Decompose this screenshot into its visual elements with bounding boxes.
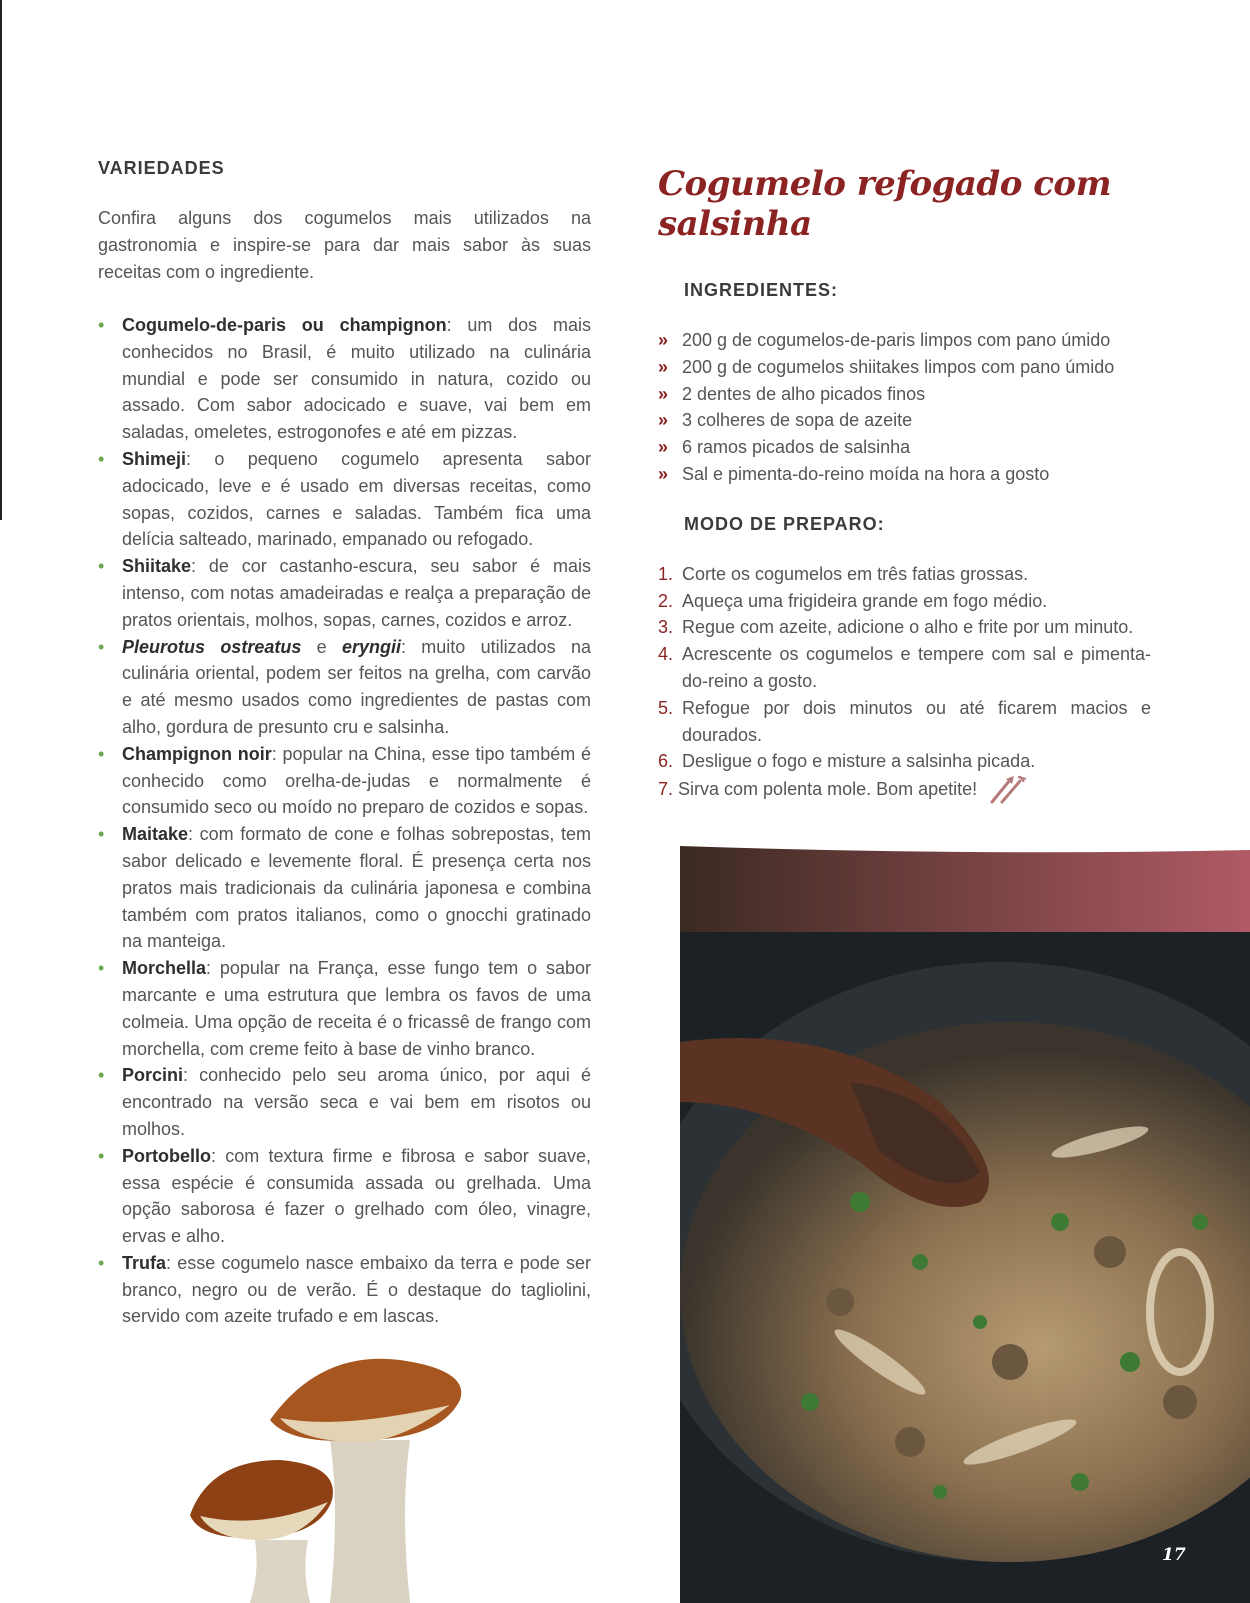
list-item bbox=[658, 381, 1151, 408]
variety-description: : popular na França, esse fungo tem o sabor marcante e uma estrutura que lembra os favos de uma colmeia. Uma opção de receita é o fricassê de frango com morchella, com creme feito à base de vinho branco. bbox=[122, 958, 591, 1059]
chevron-right-icon: » bbox=[658, 383, 669, 404]
ingredient-text: 3 colheres de sopa de azeite bbox=[682, 410, 913, 431]
step-text: Desligue o fogo e misture a salsinha picada. bbox=[682, 751, 1036, 772]
step-text: Sirva com polenta mole. Bom apetite! bbox=[678, 778, 978, 799]
list-item bbox=[98, 1250, 591, 1330]
step-text: Refogue por dois minutos ou até ficarem macios e dourados. bbox=[682, 697, 1151, 745]
list-item bbox=[658, 354, 1151, 381]
bullet-icon: • bbox=[98, 958, 105, 979]
variety-name: Shimeji bbox=[122, 448, 187, 469]
chevron-right-icon: » bbox=[658, 330, 669, 350]
varieties-title: VARIEDADES bbox=[98, 158, 225, 178]
step-number: 4. bbox=[658, 644, 674, 665]
variety-description: : conhecido pelo seu aroma único, por aqui é encontrado na versão seca e vai bem em risotos ou molhos. bbox=[122, 1065, 591, 1139]
list-item bbox=[658, 461, 1151, 488]
step-number: 1. bbox=[658, 563, 674, 584]
list-item bbox=[98, 446, 591, 553]
variety-description: : com formato de cone e folhas sobrepostas, tem sabor delicado e levemente floral. É presença certa nos pratos mais tradicionais da culinária japonesa e combina também com pratos italianos, como o gnocchi gratinado na manteiga. bbox=[122, 824, 591, 952]
list-item bbox=[98, 741, 591, 821]
variety-name: Shiitake bbox=[122, 556, 192, 577]
variety-name: Morchella bbox=[122, 958, 207, 979]
bullet-icon: • bbox=[98, 315, 105, 335]
varieties-section bbox=[98, 158, 591, 1330]
list-item bbox=[98, 634, 591, 741]
step-text: Acrescente os cogumelos e tempere com sal e pimenta-do-reino a gosto. bbox=[682, 644, 1151, 691]
list-item bbox=[658, 407, 1151, 434]
recipe-title: Cogumelo refogado com salsinha bbox=[658, 164, 1112, 244]
bullet-icon: • bbox=[98, 636, 105, 657]
list-item bbox=[98, 821, 591, 955]
variety-name: Pleurotus ostreatus bbox=[122, 636, 302, 657]
chevron-right-icon: » bbox=[658, 356, 669, 377]
cutlery-icon bbox=[986, 775, 1032, 805]
porcini-mushroom-photo bbox=[40, 1330, 610, 1603]
list-item bbox=[658, 327, 1151, 354]
ingredient-text: 200 g de cogumelos shiitakes limpos com pano úmido bbox=[682, 356, 1115, 377]
ingredients-list bbox=[658, 327, 1151, 488]
step-number: 2. bbox=[658, 590, 674, 611]
list-item bbox=[658, 434, 1151, 461]
ingredients-title: INGREDIENTES: bbox=[684, 280, 839, 300]
variety-description: : um dos mais conhecidos no Brasil, é muito utilizado na culinária mundial e pode ser consumido in natura, cozido ou assado. Com sabor adocicado e suave, vai bem em saladas, omeletes, estrogonofes e até em pizzas. bbox=[122, 315, 591, 443]
step-number: 5. bbox=[658, 697, 674, 718]
bullet-icon: • bbox=[98, 556, 105, 577]
varieties-intro: Confira alguns dos cogumelos mais utilizados na gastronomia e inspire-se para dar mais sabor às suas receitas com o ingrediente. bbox=[98, 208, 591, 282]
ingredient-text: Sal e pimenta-do-reino moída na hora a gosto bbox=[682, 463, 1050, 484]
ingredient-text: 2 dentes de alho picados finos bbox=[682, 383, 926, 404]
list-item bbox=[98, 1062, 591, 1142]
variety-description: : esse cogumelo nasce embaixo da terra e pode ser branco, negro ou de verão. É o destaque do tagliolini, servido com azeite trufado e em lascas. bbox=[122, 1252, 591, 1327]
page-edge-rule bbox=[0, 0, 2, 520]
variety-name: Cogumelo-de-paris ou champignon bbox=[122, 315, 447, 335]
variety-name: Maitake bbox=[122, 824, 189, 845]
varieties-list bbox=[98, 312, 591, 1330]
list-item bbox=[98, 553, 591, 633]
variety-description: : o pequeno cogumelo apresenta sabor adocicado, leve e é usado em diversas receitas, como sopas, cozidos, carnes e saladas. Também fica uma delícia salteado, marinado, empanado ou refogado. bbox=[122, 448, 591, 550]
step-item bbox=[658, 614, 1151, 641]
variety-name: Portobello bbox=[122, 1145, 211, 1166]
list-item bbox=[98, 312, 591, 446]
step-item bbox=[658, 695, 1151, 749]
variety-connector: e bbox=[301, 636, 342, 657]
sauteed-mushrooms-photo bbox=[680, 842, 1250, 1603]
list-item bbox=[98, 955, 591, 1062]
ingredient-text: 6 ramos picados de salsinha bbox=[682, 437, 911, 458]
step-number: 6. bbox=[658, 751, 674, 772]
step-item bbox=[658, 641, 1151, 695]
ingredient-text: 200 g de cogumelos-de-paris limpos com pano úmido bbox=[682, 330, 1111, 350]
variety-name: eryngii bbox=[341, 636, 401, 657]
step-item bbox=[658, 775, 1151, 805]
step-text: Aqueça uma frigideira grande em fogo médio. bbox=[682, 590, 1048, 611]
page-number: 17 bbox=[1162, 1545, 1186, 1565]
list-item bbox=[98, 1143, 591, 1250]
variety-description: : muito utilizados na culinária oriental, podem ser feitos na grelha, com carvão e até mesmo usados como ingredientes de pastas com alho, gordura de presunto cru e salsinha. bbox=[122, 636, 591, 737]
variety-name: Porcini bbox=[122, 1065, 184, 1086]
chevron-right-icon: » bbox=[658, 463, 669, 484]
step-number: 3. bbox=[658, 617, 674, 638]
variety-name: Champignon noir bbox=[122, 743, 272, 764]
step-text: Regue com azeite, adicione o alho e frite por um minuto. bbox=[682, 617, 1134, 638]
chevron-right-icon: » bbox=[658, 437, 669, 458]
method-title: MODO DE PREPARO: bbox=[684, 513, 885, 534]
step-text: Corte os cogumelos em três fatias grossas. bbox=[682, 563, 1029, 584]
variety-name: Trufa bbox=[122, 1252, 167, 1273]
chevron-right-icon: » bbox=[658, 410, 669, 431]
recipe-section bbox=[658, 158, 1151, 805]
step-item bbox=[658, 748, 1151, 775]
bullet-icon: • bbox=[98, 448, 105, 469]
bullet-icon: • bbox=[98, 1065, 105, 1086]
bullet-icon: • bbox=[98, 743, 105, 764]
variety-description: : com textura firme e fibrosa e sabor suave, essa espécie é consumida assada ou grelhada. Uma opção saborosa é fazer o grelhado com óleo, vinagre, ervas e alho. bbox=[122, 1145, 591, 1247]
bullet-icon: • bbox=[98, 1145, 105, 1166]
bullet-icon: • bbox=[98, 824, 105, 845]
step-item bbox=[658, 588, 1151, 615]
variety-description: : popular na China, esse tipo também é conhecido como orelha-de-judas e normalmente é consumido seco ou moído no preparo de cozidos e sopas. bbox=[122, 743, 592, 818]
variety-description: : de cor castanho-escura, seu sabor é mais intenso, com notas amadeiradas e realça a preparação de pratos orientais, molhos, sopas, carnes, cozidos e arroz. bbox=[122, 556, 591, 630]
steps-list bbox=[658, 561, 1151, 805]
bullet-icon: • bbox=[98, 1252, 105, 1273]
step-item bbox=[658, 561, 1151, 588]
step-number: 7. bbox=[658, 778, 674, 799]
